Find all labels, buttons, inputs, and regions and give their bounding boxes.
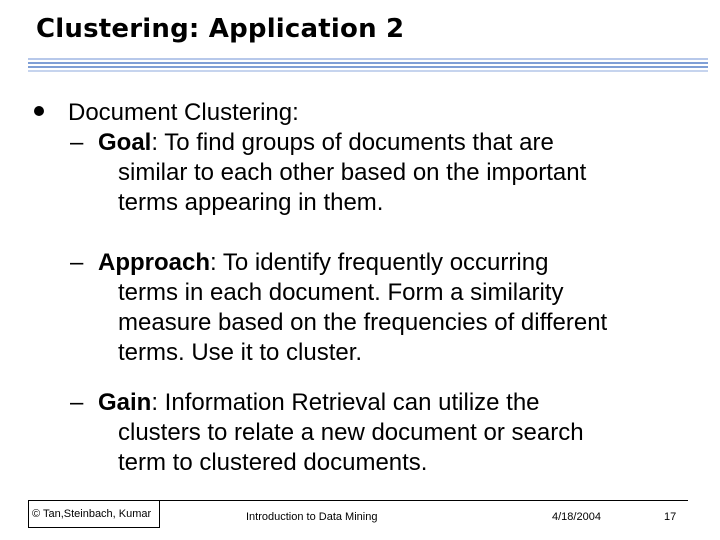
slide-title: Clustering: Application 2 [36,14,405,44]
main-bullet-text: Document Clustering: [68,99,299,126]
sub-item-line: similar to each other based on the important [118,159,587,186]
footer-authors: © Tan,Steinbach, Kumar [28,501,160,528]
sub-item-line: term to clustered documents. [118,449,428,476]
dash-icon: – [70,389,84,416]
sub-item-line: measure based on the frequencies of different [118,309,608,336]
sub-item-term: Goal [98,129,152,156]
sub-item-approach [70,248,680,368]
dash-icon: – [70,249,84,276]
footer-date: 4/18/2004 [552,511,601,523]
sub-item-body [98,248,688,368]
sub-item-line: terms. Use it to cluster. [118,339,363,366]
sub-item-term: Approach [98,249,211,276]
sub-item-goal [70,128,680,218]
sub-item-line: : To identify frequently occurring [210,249,549,276]
sub-item-line: : Information Retrieval can utilize the [151,389,540,416]
slide-footer [28,500,688,531]
sub-item-first-line [98,128,688,158]
sub-item-term: Gain [98,389,152,416]
sub-item-line: : To find groups of documents that are [151,129,554,156]
title-underline [28,58,708,74]
footer-course: Introduction to Data Mining [246,511,378,523]
sub-item-body [98,128,688,218]
sub-item-body [98,388,688,478]
sub-item-line: terms in each document. Form a similarity [118,279,564,306]
sub-item-line: clusters to relate a new document or search [118,419,584,446]
bullet-dot-icon [34,106,44,116]
dash-icon: – [70,129,84,156]
sub-item-first-line [98,248,688,278]
footer-page-number: 17 [664,511,677,523]
sub-item-first-line [98,388,688,418]
sub-item-gain [70,388,680,478]
sub-item-line: terms appearing in them. [118,189,384,216]
